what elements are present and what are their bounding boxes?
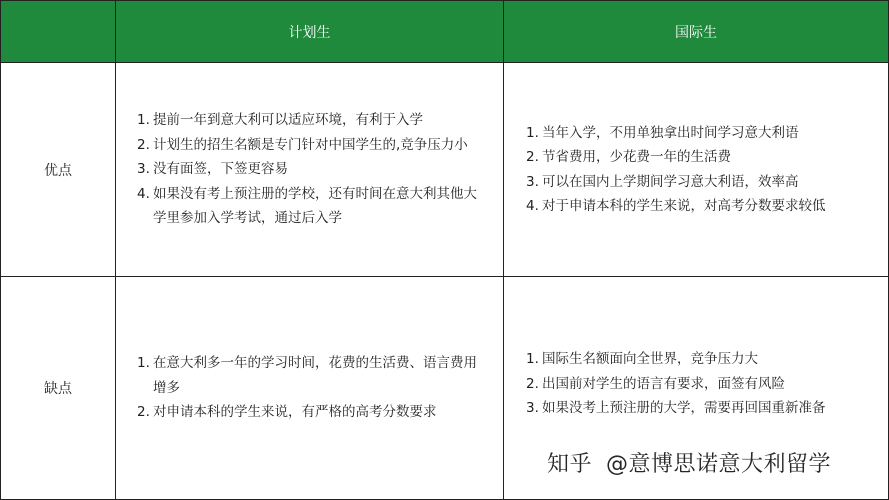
header-col-plan-student-label: 计划生 [288,24,331,41]
cell-advantages-plan [115,62,504,277]
list-item: 2. 计划生的招生名额是专门针对中国学生的,竞争压力小 [137,136,468,153]
zhihu-watermark [547,447,831,478]
header-col-plan-student [115,0,504,63]
list-item: 3. 可以在国内上学期间学习意大利语，效率高 [526,173,799,190]
list-item: 2. 对申请本科的学生来说，有严格的高考分数要求 [137,404,437,421]
cell-disadvantages-plan [115,276,504,500]
watermark-site: 知乎 [547,452,593,477]
header-col-international-student-label: 国际生 [675,24,717,41]
list-disadvantages-international [526,347,882,421]
row-label-disadvantages [0,276,116,500]
list-item: 3. 如果没考上预注册的大学，需要再回国重新准备 [526,400,826,416]
header-empty-cell [0,0,116,63]
list-item: 1. 国际生名额面向全世界，竞争压力大 [526,351,758,367]
list-item: 1. 提前一年到意大利可以适应环境，有利于入学 [137,112,423,129]
header-col-international-student [503,0,889,63]
list-item: 4. 对于申请本科的学生来说，对高考分数要求较低 [526,198,826,214]
list-advantages-international [526,121,882,219]
list-disadvantages-plan [137,351,487,425]
list-item: 4. 如果没有考上预注册的学校，还有时间在意大利其他大学里参加入学考试，通过后入学 [137,185,477,227]
row-label-disadvantages-text: 缺点 [44,381,72,397]
list-item: 1. 在意大利多一年的学习时间，花费的生活费、语言费用增多 [137,355,477,396]
at-icon: @ [606,452,629,477]
row-label-advantages [0,62,116,277]
list-item: 2. 出国前对学生的语言有要求，面签有风险 [526,375,785,392]
watermark-author: 意博思诺意大利留学 [628,452,832,477]
list-advantages-plan [137,108,487,231]
row-label-advantages-text: 优点 [44,162,72,179]
list-item: 3. 没有面签，下签更容易 [137,161,288,178]
list-item: 2. 节省费用，少花费一年的生活费 [526,149,731,165]
cell-advantages-international [503,62,889,277]
list-item: 1. 当年入学，不用单独拿出时间学习意大利语 [526,124,799,141]
